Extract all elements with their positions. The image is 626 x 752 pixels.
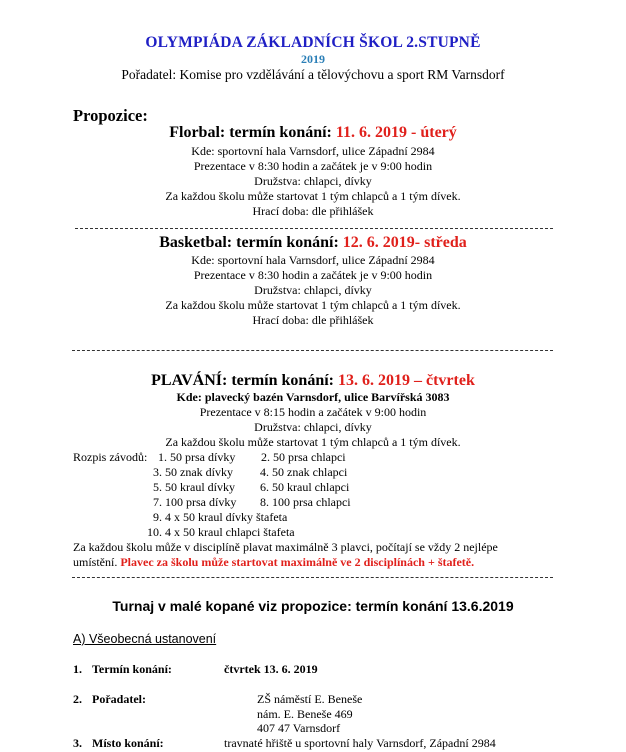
organizer-address-line: nám. E. Beneše 469: [257, 707, 353, 721]
race-item: 4. 50 znak chlapci: [260, 465, 348, 479]
swim-note-warning: Plavec za školu může startovat maximálně ve 2 disciplínách + štafetě.: [120, 555, 475, 569]
race-item: 6. 50 kraul chlapci: [260, 480, 350, 494]
basketbal-teams: Družstva: chlapci, dívky: [254, 283, 372, 297]
basketbal-presentation: Prezentace v 8:30 hodin a začátek je v 9:00 hodin: [193, 268, 433, 282]
swim-note-line-1: Za každou školu může v disciplíně plavat maximálně 3 plavci, počítají se vždy 2 nejlépe: [73, 540, 498, 554]
plavani-heading: [0, 372, 626, 390]
turnaj-heading: Turnaj v malé kopané viz propozice: termín konání 13.6.2019: [112, 598, 514, 614]
florbal-date: 11. 6. 2019 - úterý: [335, 124, 457, 141]
race-item: 9. 4 x 50 kraul dívky štafeta: [153, 510, 288, 524]
basketbal-date: 12. 6. 2019- středa: [342, 234, 467, 251]
plavani-teams: Družstva: chlapci, dívky: [254, 420, 372, 434]
item-value: čtvrtek 13. 6. 2019: [224, 662, 318, 676]
basketbal-playtime: Hrací doba: dle přihlášek: [252, 313, 374, 327]
item-label: Místo konání:: [92, 736, 164, 750]
swim-note-text: umístění.: [73, 555, 121, 569]
item-label: Pořadatel:: [92, 692, 146, 706]
florbal-playtime: Hrací doba: dle přihlášek: [252, 204, 374, 218]
basketbal-place: Kde: sportovní hala Varnsdorf, ulice Západní 2984: [191, 253, 435, 267]
race-item: 2. 50 prsa chlapci: [261, 450, 346, 464]
race-schedule-label: Rozpis závodů:: [73, 450, 148, 464]
organizer-address-line: 407 47 Varnsdorf: [257, 721, 341, 735]
plavani-rule: Za každou školu může startovat 1 tým chlapců a 1 tým dívek.: [165, 435, 461, 449]
florbal-teams: Družstva: chlapci, dívky: [254, 174, 372, 188]
florbal-heading-label: Florbal: termín konání:: [169, 124, 336, 141]
item-number: 2.: [73, 692, 82, 706]
item-value: ZŠ náměstí E. Beneše: [257, 692, 363, 706]
organizer-line: Pořadatel: Komise pro vzdělávání a tělovýchovu a sport RM Varnsdorf: [121, 67, 505, 82]
propozice-heading: Propozice:: [73, 106, 148, 125]
plavani-presentation: Prezentace v 8:15 hodin a začátek v 9:00 hodin: [199, 405, 427, 419]
item-value: travnaté hřiště u sportovní haly Varnsdorf, Západní 2984: [224, 736, 496, 750]
item-number: 1.: [73, 662, 82, 676]
race-item: 8. 100 prsa chlapci: [260, 495, 351, 509]
plavani-heading-label: PLAVÁNÍ: termín konání:: [151, 372, 338, 389]
divider: [72, 350, 553, 351]
divider: [72, 577, 553, 578]
document-year: 2019: [301, 52, 325, 66]
florbal-rule: Za každou školu může startovat 1 tým chlapců a 1 tým dívek.: [165, 189, 461, 203]
florbal-presentation: Prezentace v 8:30 hodin a začátek je v 9:00 hodin: [193, 159, 433, 173]
plavani-place: Kde: plavecký bazén Varnsdorf, ulice Barvířská 3083: [176, 390, 450, 404]
race-item: 3. 50 znak dívky: [153, 465, 233, 479]
plavani-date: 13. 6. 2019 – čtvrtek: [337, 372, 475, 389]
florbal-heading: [0, 124, 626, 142]
race-item: 5. 50 kraul dívky: [153, 480, 235, 494]
basketbal-rule: Za každou školu může startovat 1 tým chlapců a 1 tým dívek.: [165, 298, 461, 312]
swim-note-line-2: [73, 555, 474, 570]
document-title: OLYMPIÁDA ZÁKLADNÍCH ŠKOL 2.STUPNĚ: [145, 34, 481, 51]
basketbal-heading: [0, 234, 626, 252]
race-item: 7. 100 prsa dívky: [153, 495, 237, 509]
basketbal-heading-label: Basketbal: termín konání:: [159, 234, 343, 251]
section-a-heading: A) Všeobecná ustanovení: [73, 632, 217, 646]
florbal-place: Kde: sportovní hala Varnsdorf, ulice Západní 2984: [191, 144, 435, 158]
race-item: 1. 50 prsa dívky: [158, 450, 236, 464]
race-item: 10. 4 x 50 kraul chlapci štafeta: [147, 525, 295, 539]
item-label: Termín konání:: [92, 662, 172, 676]
item-number: 3.: [73, 736, 82, 750]
divider: [75, 228, 553, 229]
